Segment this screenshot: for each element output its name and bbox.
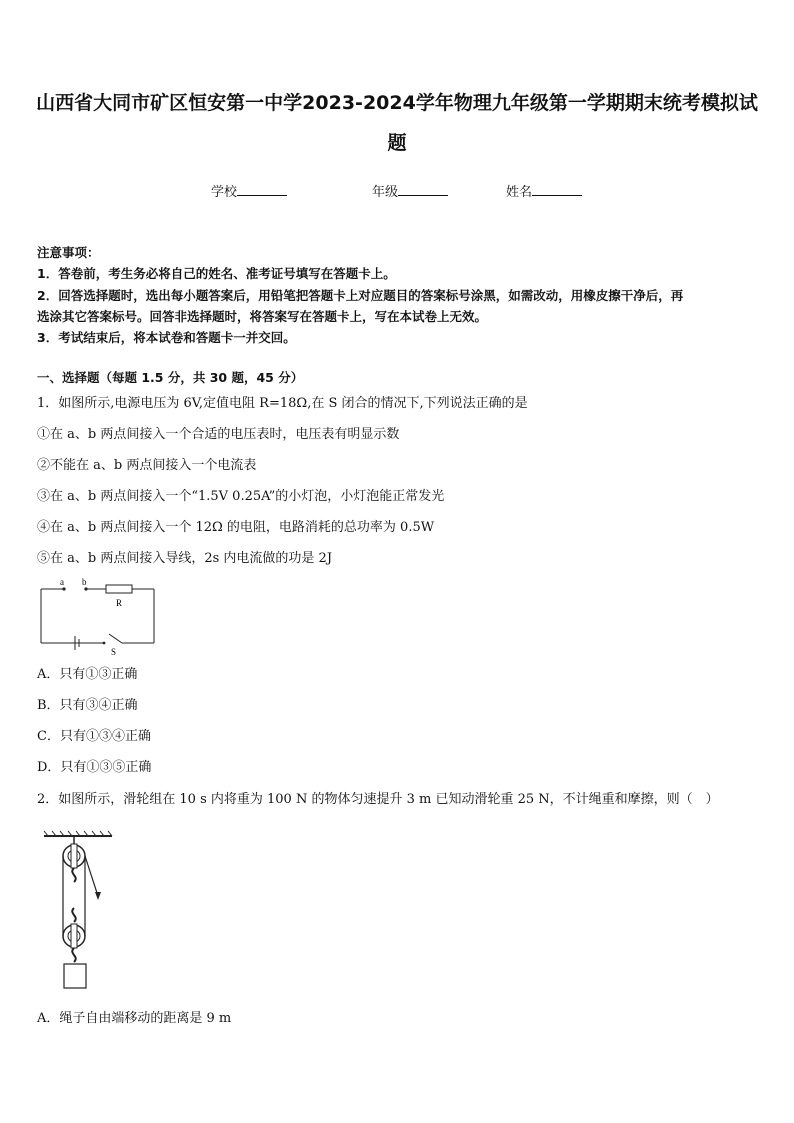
note-item: 1．答卷前，考生务必将自己的姓名、准考证号填写在答题卡上。 xyxy=(37,266,396,281)
grade-label: 年级 xyxy=(372,185,399,200)
circuit-diagram xyxy=(38,576,160,656)
q2-stem: 2．如图所示，滑轮组在 10 s 内将重为 100 N 的物体匀速提升 3 m 已知动滑轮重 25 N，不计绳重和摩擦，则（ ） xyxy=(37,792,719,807)
label-b: b xyxy=(82,577,87,587)
section-heading: 一、选择题（每题 1.5 分，共 30 题，45 分） xyxy=(37,370,304,385)
exam-title-line2: 题 xyxy=(387,132,407,154)
exam-title-line1: 山西省大同市矿区恒安第一中学2023-2024学年物理九年级第一学期期末统考模拟试 xyxy=(36,92,758,114)
school-blank[interactable] xyxy=(237,183,287,196)
label-a: a xyxy=(60,577,64,587)
q1-statement: ③在 a、b 两点间接入一个“1.5V 0.25A”的小灯泡，小灯泡能正常发光 xyxy=(37,489,445,504)
grade-field[interactable] xyxy=(372,181,448,200)
note-item: 2．回答选择题时，选出每小题答案后，用铅笔把答题卡上对应题目的答案标号涂黑，如需改动，用橡皮擦干净后，再 xyxy=(37,288,684,303)
school-label: 学校 xyxy=(211,185,238,200)
school-field[interactable] xyxy=(211,181,287,200)
q1-statement: ①在 a、b 两点间接入一个合适的电压表时，电压表有明显示数 xyxy=(37,427,400,442)
label-s: S xyxy=(111,647,117,657)
q1-option-d[interactable]: D．只有①③⑤正确 xyxy=(37,760,152,775)
q1-option-c[interactable]: C．只有①③④正确 xyxy=(37,729,151,744)
note-item: 选涂其它答案标号。回答非选择题时，将答案写在答题卡上，写在本试卷上无效。 xyxy=(37,309,488,324)
pulley-diagram xyxy=(40,830,122,992)
note-item: 3．考试结束后，将本试卷和答题卡一并交回。 xyxy=(37,330,296,345)
notes-heading: 注意事项： xyxy=(37,245,100,260)
q1-statement: ⑤在 a、b 两点间接入导线，2s 内电流做的功是 2J xyxy=(37,551,333,566)
q1-option-a[interactable]: A．只有①③正确 xyxy=(37,667,138,682)
name-blank[interactable] xyxy=(532,183,582,196)
q1-statement: ②不能在 a、b 两点间接入一个电流表 xyxy=(37,458,257,473)
name-label: 姓名 xyxy=(506,185,533,200)
q1-stem: 1．如图所示,电源电压为 6V,定值电阻 R=18Ω,在 S 闭合的情况下,下列说法正确的是 xyxy=(37,396,528,411)
label-r: R xyxy=(116,598,123,608)
q1-option-b[interactable]: B．只有③④正确 xyxy=(37,698,138,713)
grade-blank[interactable] xyxy=(398,183,448,196)
q2-option-a[interactable]: A．绳子自由端移动的距离是 9 m xyxy=(37,1011,232,1026)
q1-statement: ④在 a、b 两点间接入一个 12Ω 的电阻，电路消耗的总功率为 0.5W xyxy=(37,520,435,535)
name-field[interactable] xyxy=(506,181,582,200)
